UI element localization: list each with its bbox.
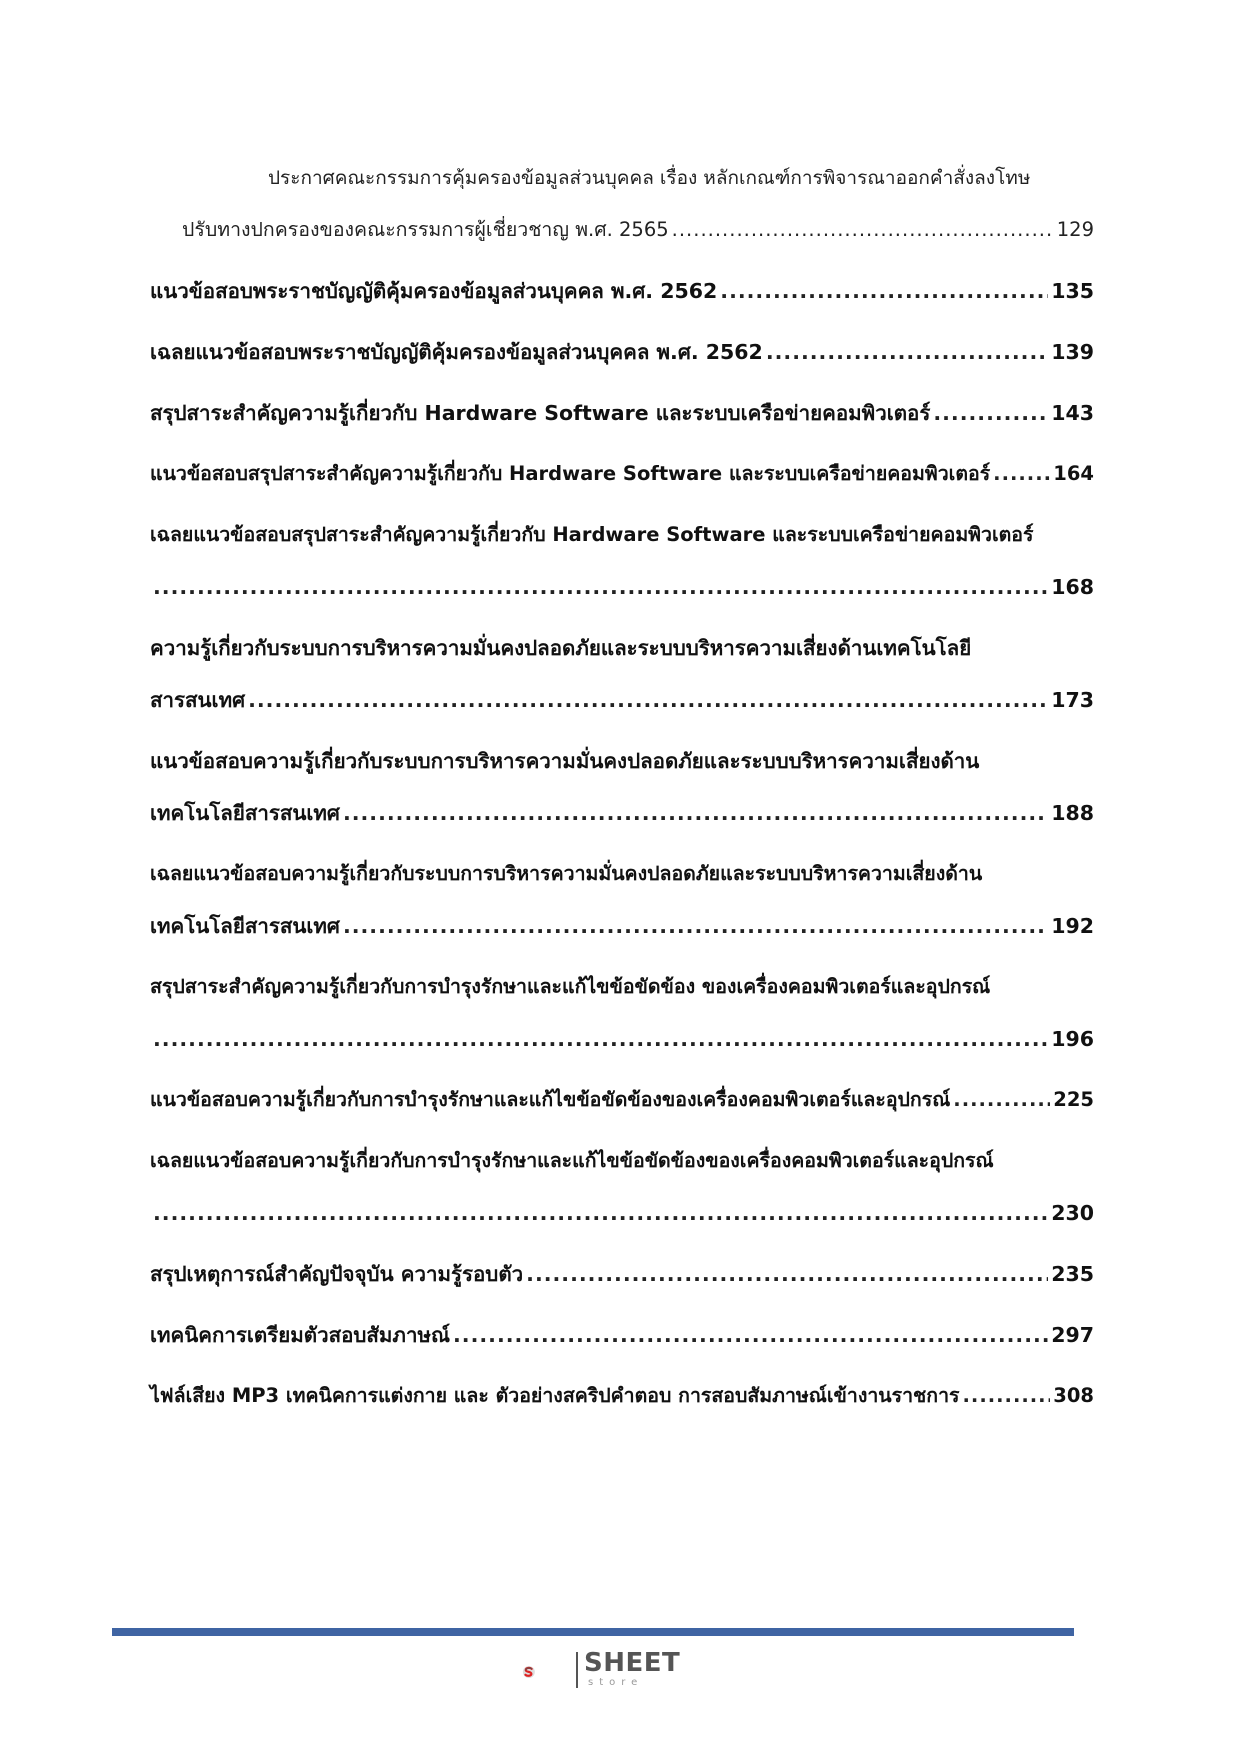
leader-dots xyxy=(153,1187,1048,1239)
toc-entry[interactable] xyxy=(150,152,1094,256)
footer-divider xyxy=(112,1628,1074,1636)
toc-entry[interactable] xyxy=(150,1248,1094,1300)
toc-entry[interactable] xyxy=(150,1074,1094,1126)
leader-dots xyxy=(526,1248,1048,1300)
toc-entry-title-line1: ประกาศคณะกรรมการคุ้มครองข้อมูลส่วนบุคคล เรื่อง หลักเกณฑ์การพิจารณาออกคำสั่งลงโทษ xyxy=(268,167,1031,189)
toc-entry[interactable] xyxy=(150,848,1094,952)
toc-entry-title-line1: ความรู้เกี่ยวกับระบบการบริหารความมั่นคงปลอดภัยและระบบบริหารความเสี่ยงด้านเทคโนโลยี xyxy=(150,636,972,660)
toc-page-number: 308 xyxy=(1053,1384,1094,1407)
toc-entry-title-line1: แนวข้อสอบความรู้เกี่ยวกับระบบการบริหารความมั่นคงปลอดภัยและระบบบริหารความเสี่ยงด้าน xyxy=(150,749,980,773)
sheet-store-s-icon xyxy=(522,1650,572,1694)
toc-page-number: 168 xyxy=(1051,575,1094,599)
leader-dots xyxy=(933,387,1048,439)
toc-entry[interactable] xyxy=(150,1309,1094,1361)
toc-entry[interactable] xyxy=(150,326,1094,378)
leader-dots xyxy=(963,1370,1051,1422)
leader-dots xyxy=(993,448,1050,500)
toc-page-number: 297 xyxy=(1051,1323,1094,1347)
toc-entry[interactable] xyxy=(150,1135,1094,1239)
toc-page-number: 139 xyxy=(1051,340,1094,364)
toc-page-number: 135 xyxy=(1051,279,1094,303)
leader-dots xyxy=(343,900,1048,952)
toc-page-number: 192 xyxy=(1051,914,1094,938)
toc-entry-title-line1: เฉลยแนวข้อสอบสรุปสาระสำคัญความรู้เกี่ยวกับ Hardware Software และระบบเครือข่ายคอมพิวเตอร์ xyxy=(150,523,1034,546)
leader-dots xyxy=(153,1013,1048,1065)
toc-page-number: 129 xyxy=(1056,218,1094,241)
brand-name: SHEET xyxy=(584,1648,681,1678)
toc-page-number: 164 xyxy=(1053,462,1094,485)
leader-dots xyxy=(766,326,1048,378)
toc-page-number: 173 xyxy=(1051,688,1094,712)
brand-subtitle: store xyxy=(588,1677,644,1688)
toc-entry[interactable] xyxy=(150,509,1094,613)
toc-entry-title-line1: เฉลยแนวข้อสอบความรู้เกี่ยวกับการบำรุงรักษาและแก้ไขข้อขัดข้องของเครื่องคอมพิวเตอร์และอุปกรณ์ xyxy=(150,1149,994,1172)
toc-entry-title-line2: สารสนเทศ xyxy=(150,688,246,712)
toc-entry[interactable] xyxy=(150,1370,1094,1422)
leader-dots xyxy=(153,561,1048,613)
table-of-contents xyxy=(150,152,1094,1422)
toc-entry-title: แนวข้อสอบสรุปสาระสำคัญความรู้เกี่ยวกับ Hardware Software และระบบเครือข่ายคอมพิวเตอร์ xyxy=(150,462,991,485)
toc-entry-title: เทคนิคการเตรียมตัวสอบสัมภาษณ์ xyxy=(150,1323,450,1347)
leader-dots xyxy=(343,787,1048,839)
toc-page-number: 188 xyxy=(1051,801,1094,825)
toc-entry-title: สรุปสาระสำคัญความรู้เกี่ยวกับ Hardware Software และระบบเครือข่ายคอมพิวเตอร์ xyxy=(150,401,931,425)
leader-dots xyxy=(248,674,1048,726)
toc-entry[interactable] xyxy=(150,622,1094,726)
toc-entry-title-line2: ปรับทางปกครองของคณะกรรมการผู้เชี่ยวชาญ พ.ศ. 2565 xyxy=(182,218,669,241)
toc-entry-title-line2: เทคโนโลยีสารสนเทศ xyxy=(150,914,340,938)
toc-entry-title: แนวข้อสอบพระราชบัญญัติคุ้มครองข้อมูลส่วนบุคคล พ.ศ. 2562 xyxy=(150,279,718,303)
toc-page-number: 143 xyxy=(1051,401,1094,425)
leader-dots xyxy=(720,265,1048,317)
logo-separator xyxy=(576,1652,578,1688)
leader-dots xyxy=(672,204,1054,256)
leader-dots xyxy=(453,1309,1048,1361)
toc-entry-title: สรุปเหตุการณ์สำคัญปัจจุบัน ความรู้รอบตัว xyxy=(150,1262,524,1286)
toc-entry-title-line1: สรุปสาระสำคัญความรู้เกี่ยวกับการบำรุงรักษาและแก้ไขข้อขัดข้อง ของเครื่องคอมพิวเตอร์และอุปกรณ์ xyxy=(150,975,991,998)
toc-entry[interactable] xyxy=(150,961,1094,1065)
toc-entry-title-line1: เฉลยแนวข้อสอบความรู้เกี่ยวกับระบบการบริหารความมั่นคงปลอดภัยและระบบบริหารความเสี่ยงด้าน xyxy=(150,862,983,885)
toc-entry[interactable] xyxy=(150,387,1094,439)
toc-page-number: 196 xyxy=(1051,1027,1094,1051)
toc-entry-title: แนวข้อสอบความรู้เกี่ยวกับการบำรุงรักษาและแก้ไขข้อขัดข้องของเครื่องคอมพิวเตอร์และอุปกรณ์ xyxy=(150,1088,951,1111)
toc-entry-title: เฉลยแนวข้อสอบพระราชบัญญัติคุ้มครองข้อมูลส่วนบุคคล พ.ศ. 2562 xyxy=(150,340,763,364)
toc-entry-title: ไฟล์เสียง MP3 เทคนิคการแต่งกาย และ ตัวอย่างสคริปคำตอบ การสอบสัมภาษณ์เข้างานราชการ xyxy=(150,1384,960,1407)
toc-page-number: 235 xyxy=(1051,1262,1094,1286)
toc-entry[interactable] xyxy=(150,265,1094,317)
toc-entry[interactable] xyxy=(150,735,1094,839)
toc-entry-title-line2: เทคโนโลยีสารสนเทศ xyxy=(150,801,340,825)
toc-entry[interactable] xyxy=(150,448,1094,500)
toc-page-number: 230 xyxy=(1051,1201,1094,1225)
leader-dots xyxy=(953,1074,1050,1126)
toc-page-number: 225 xyxy=(1053,1088,1094,1111)
